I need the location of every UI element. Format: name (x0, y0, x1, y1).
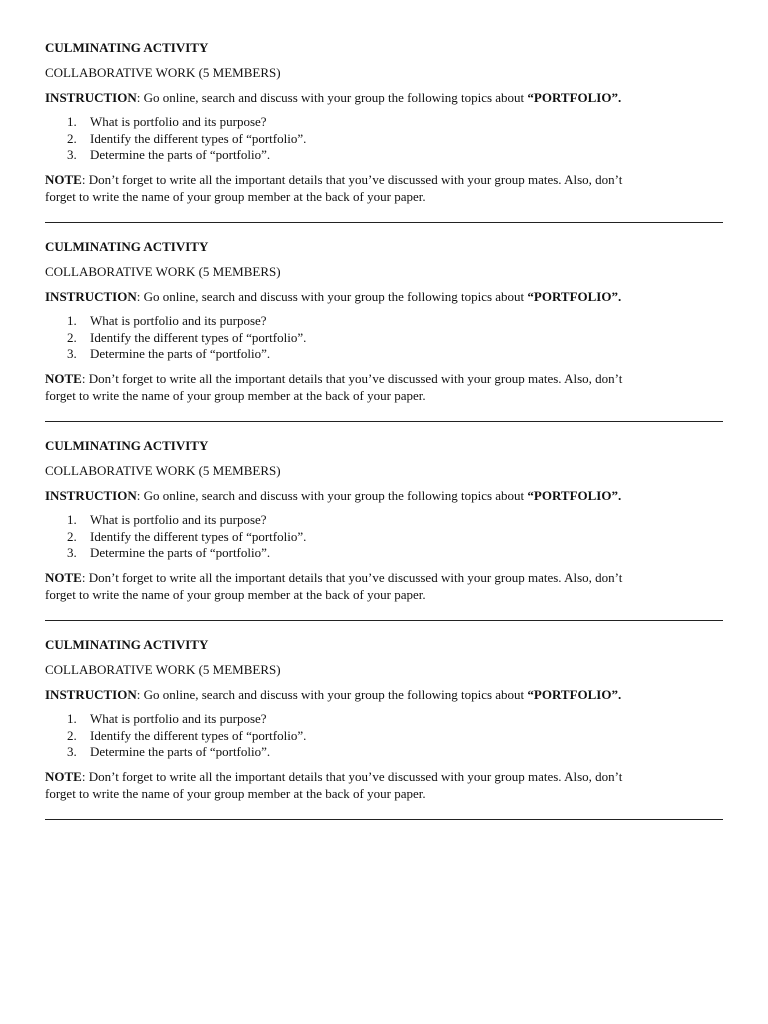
activity-subtitle: COLLABORATIVE WORK (5 MEMBERS) (45, 65, 281, 80)
list-item-text: Determine the parts of “portfolio”. (90, 744, 271, 759)
list-item (45, 728, 723, 745)
list-item-text: Determine the parts of “portfolio”. (90, 147, 271, 162)
list-item-number: 2. (67, 329, 77, 345)
note-line-1 (45, 570, 723, 587)
list-item (45, 512, 723, 529)
list-item-text: Identify the different types of “portfolio”. (90, 130, 307, 146)
list-item (45, 545, 723, 562)
activity-title: CULMINATING ACTIVITY (45, 637, 209, 652)
divider-line (45, 620, 723, 621)
list-item-text: What is portfolio and its purpose? (90, 114, 267, 129)
list-item (45, 131, 723, 148)
instruction-paragraph (45, 289, 621, 305)
instruction-paragraph (45, 90, 621, 106)
note-text-1: : Don’t forget to write all the important details that you’ve discussed with your group mates. Also, don’t (81, 769, 623, 784)
list-item (45, 330, 723, 347)
list-item-number: 1. (67, 313, 77, 328)
instruction-text: : Go online, search and discuss with your group the following topics about (136, 687, 528, 702)
note-label: NOTE (45, 570, 82, 585)
list-item (45, 711, 723, 728)
list-item-text: What is portfolio and its purpose? (90, 512, 267, 527)
list-item-number: 3. (67, 147, 77, 162)
note-label: NOTE (45, 769, 82, 784)
topic-list (45, 313, 723, 363)
list-item (45, 744, 723, 761)
list-item (45, 346, 723, 363)
note-paragraph (45, 371, 723, 404)
instruction-label: INSTRUCTION (45, 90, 137, 105)
activity-subtitle: COLLABORATIVE WORK (5 MEMBERS) (45, 662, 281, 677)
topic-list (45, 512, 723, 562)
topic-list (45, 711, 723, 761)
list-item (45, 147, 723, 164)
note-text-1: : Don’t forget to write all the important details that you’ve discussed with your group mates. Also, don’t (81, 371, 623, 386)
note-line-1 (45, 371, 723, 388)
note-text-2: forget to write the name of your group member at the back of your paper. (45, 387, 426, 403)
instruction-emphasis: “PORTFOLIO”. (527, 687, 622, 702)
list-item-number: 3. (67, 545, 77, 560)
instruction-emphasis: “PORTFOLIO”. (527, 90, 622, 105)
activity-subtitle: COLLABORATIVE WORK (5 MEMBERS) (45, 463, 281, 478)
note-paragraph (45, 570, 723, 603)
note-label: NOTE (45, 371, 82, 386)
list-item-text: What is portfolio and its purpose? (90, 313, 267, 328)
divider-line (45, 421, 723, 422)
list-item-text: Identify the different types of “portfolio”. (90, 329, 307, 345)
list-item-number: 2. (67, 528, 77, 544)
list-item-number: 1. (67, 512, 77, 527)
activity-subtitle: COLLABORATIVE WORK (5 MEMBERS) (45, 264, 281, 279)
list-item-number: 1. (67, 711, 77, 726)
instruction-emphasis: “PORTFOLIO”. (527, 488, 622, 503)
activity-title: CULMINATING ACTIVITY (45, 40, 209, 55)
note-text-2: forget to write the name of your group member at the back of your paper. (45, 785, 426, 801)
topic-list (45, 114, 723, 164)
list-item-number: 2. (67, 130, 77, 146)
note-line-1 (45, 172, 723, 189)
note-line-1 (45, 769, 723, 786)
instruction-text: : Go online, search and discuss with your group the following topics about (136, 289, 528, 304)
instruction-paragraph (45, 687, 621, 703)
divider-line (45, 819, 723, 820)
list-item-text: Determine the parts of “portfolio”. (90, 545, 271, 560)
activity-title: CULMINATING ACTIVITY (45, 438, 209, 453)
note-text-2: forget to write the name of your group member at the back of your paper. (45, 188, 426, 204)
instruction-paragraph (45, 488, 621, 504)
instruction-text: : Go online, search and discuss with your group the following topics about (136, 90, 528, 105)
list-item-text: Identify the different types of “portfolio”. (90, 727, 307, 743)
activity-title: CULMINATING ACTIVITY (45, 239, 209, 254)
list-item-number: 3. (67, 346, 77, 361)
note-text-2: forget to write the name of your group member at the back of your paper. (45, 586, 426, 602)
note-label: NOTE (45, 172, 82, 187)
note-paragraph (45, 172, 723, 205)
instruction-label: INSTRUCTION (45, 687, 137, 702)
instruction-emphasis: “PORTFOLIO”. (527, 289, 622, 304)
list-item-number: 3. (67, 744, 77, 759)
list-item-text: What is portfolio and its purpose? (90, 711, 267, 726)
note-text-1: : Don’t forget to write all the important details that you’ve discussed with your group mates. Also, don’t (81, 172, 623, 187)
note-text-1: : Don’t forget to write all the important details that you’ve discussed with your group mates. Also, don’t (81, 570, 623, 585)
divider-line (45, 222, 723, 223)
list-item-number: 2. (67, 727, 77, 743)
instruction-label: INSTRUCTION (45, 488, 137, 503)
note-paragraph (45, 769, 723, 802)
list-item (45, 313, 723, 330)
list-item (45, 114, 723, 131)
list-item (45, 529, 723, 546)
instruction-label: INSTRUCTION (45, 289, 137, 304)
list-item-number: 1. (67, 114, 77, 129)
list-item-text: Identify the different types of “portfolio”. (90, 528, 307, 544)
list-item-text: Determine the parts of “portfolio”. (90, 346, 271, 361)
instruction-text: : Go online, search and discuss with your group the following topics about (136, 488, 528, 503)
